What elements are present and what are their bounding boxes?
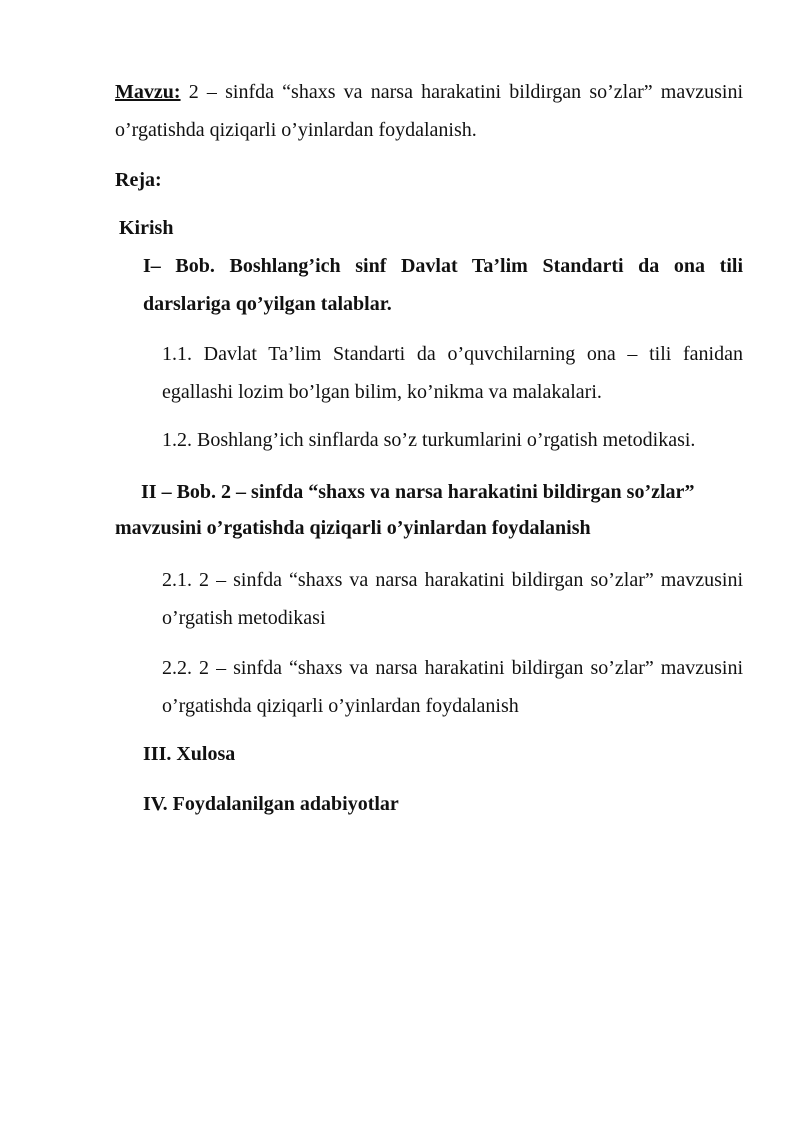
references-item: IV. Foydalanilgan adabiyotlar	[143, 793, 399, 815]
topic-label: Mavzu:	[115, 81, 181, 103]
section-2-2: 2.2. 2 – sinfda “shaxs va narsa harakatini bildirgan so’zlar” mavzusini o’rgatishda qiziqarli o’yinlardan foydalanish	[162, 657, 743, 717]
chapter2-title-line2: mavzusini o’rgatishda qiziqarli o’yinlardan foydalanish	[115, 517, 591, 539]
topic-paragraph	[115, 73, 743, 149]
chapter1-title: I– Bob. Boshlang’ich sinf Davlat Ta’lim Standarti da ona tili darslariga qo’yilgan talablar.	[143, 255, 743, 315]
section-1-2: 1.2. Boshlang’ich sinflarda so’z turkumlarini o’rgatish metodikasi.	[162, 429, 696, 451]
section-1-1: 1.1. Davlat Ta’lim Standarti da o’quvchilarning ona – tili fanidan egallashi lozim bo’lgan bilim, ko’nikma va malakalari.	[162, 343, 743, 403]
plan-heading: Reja:	[115, 169, 162, 191]
topic-text: 2 – sinfda “shaxs va narsa harakatini bildirgan so’zlar” mavzusini o’rgatishda qiziqarli o’yinlardan foydalanish.	[115, 81, 743, 141]
intro-item: Kirish	[119, 217, 174, 239]
chapter2-title-line1: II – Bob. 2 – sinfda “shaxs va narsa harakatini bildirgan so’zlar”	[141, 481, 695, 503]
conclusion-item: III. Xulosa	[143, 743, 236, 765]
section-2-1: 2.1. 2 – sinfda “shaxs va narsa harakatini bildirgan so’zlar” mavzusini o’rgatish metodikasi	[162, 569, 743, 629]
